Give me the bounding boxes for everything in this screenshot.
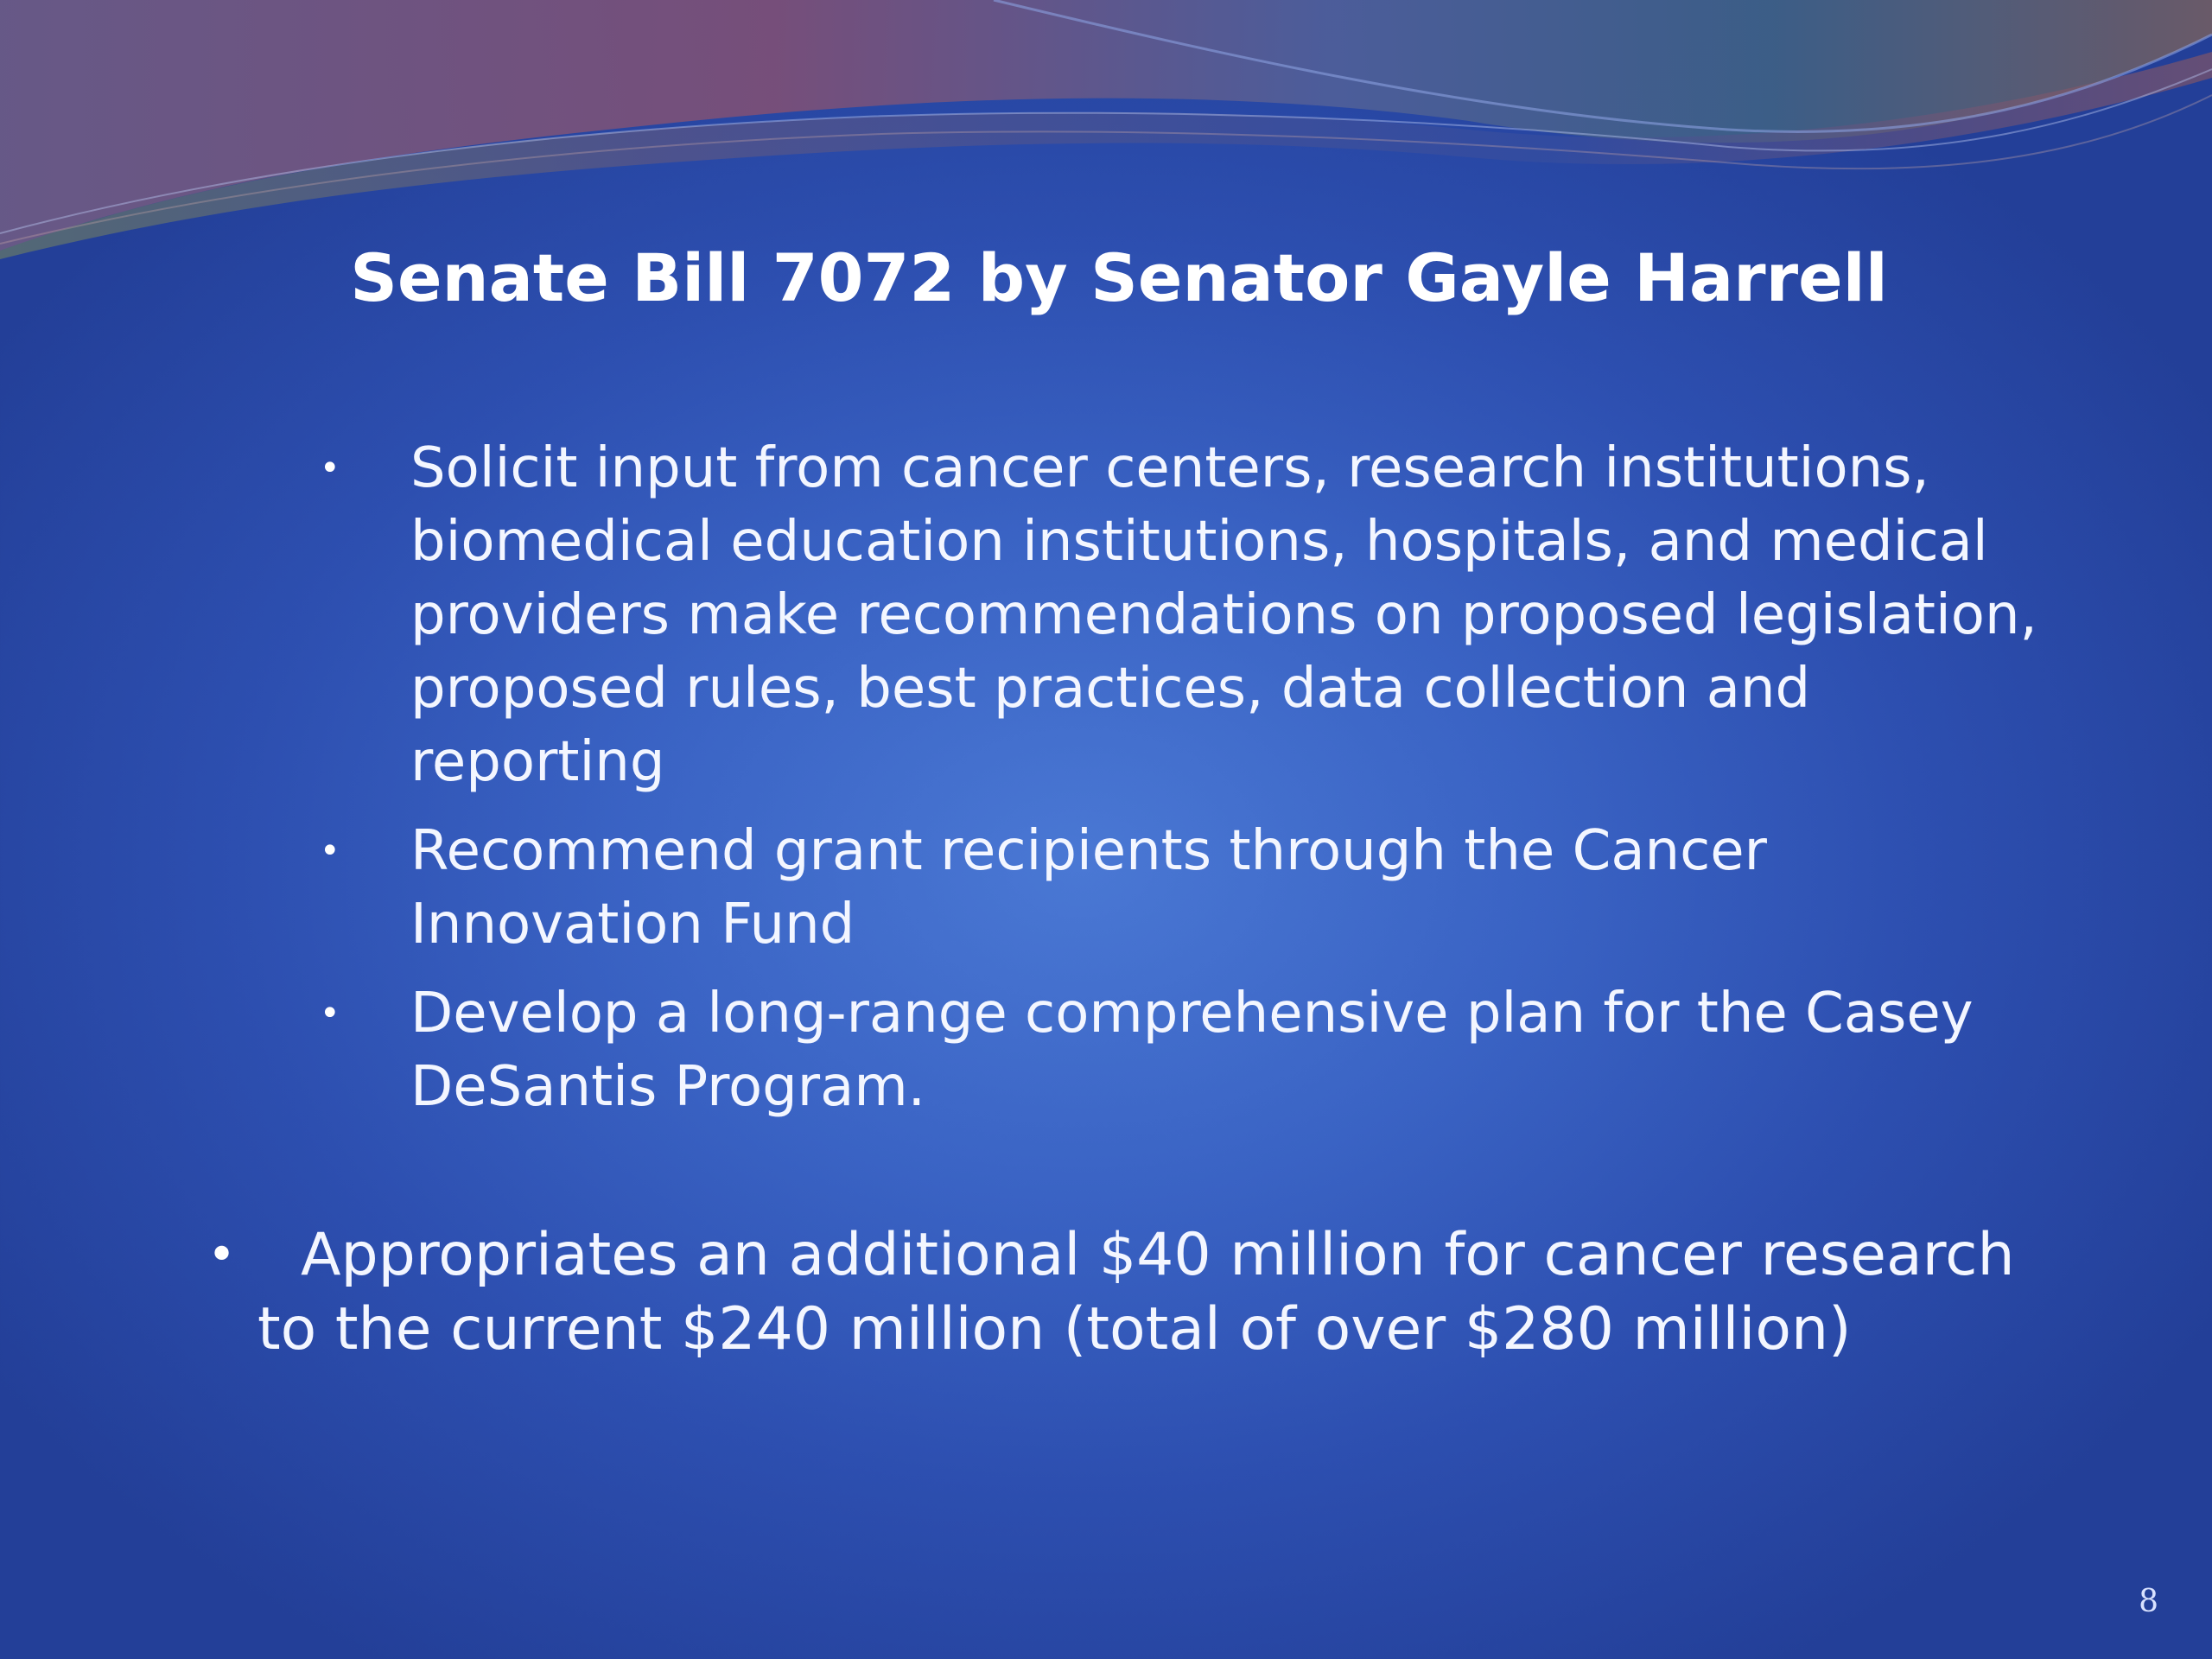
bullet-point: •	[320, 994, 340, 1033]
list-item-text: Develop a long-range comprehensive plan for the Casey DeSantis Program.	[410, 982, 1974, 1119]
main-bullet-text-line-2: to the current $240 million (total of over $280 million)	[257, 1295, 1852, 1363]
slide-title: Senate Bill 7072 by Senator Gayle Harrell	[350, 239, 1888, 316]
bullet-point: •	[320, 831, 340, 871]
list-item	[311, 977, 2039, 1124]
sub-bullet-list	[311, 432, 2039, 1140]
bullet-point: •	[207, 1227, 237, 1283]
list-item	[311, 815, 2039, 962]
list-item-text: Solicit input from cancer centers, research institutions, biomedical education institutions, hospitals, and medical providers make recommendations on proposed legislation, proposed rules, best practices, data collection and reporting	[410, 436, 2037, 794]
list-item	[311, 432, 2039, 799]
page-number: 8	[2139, 1584, 2158, 1619]
bullet-point: •	[320, 448, 340, 488]
main-bullet-text-line-1: Appropriates an additional $40 million for cancer research	[301, 1221, 2015, 1289]
main-bullet-item	[207, 1218, 2108, 1367]
list-item-text: Recommend grant recipients through the Cancer Innovation Fund	[410, 819, 1767, 957]
